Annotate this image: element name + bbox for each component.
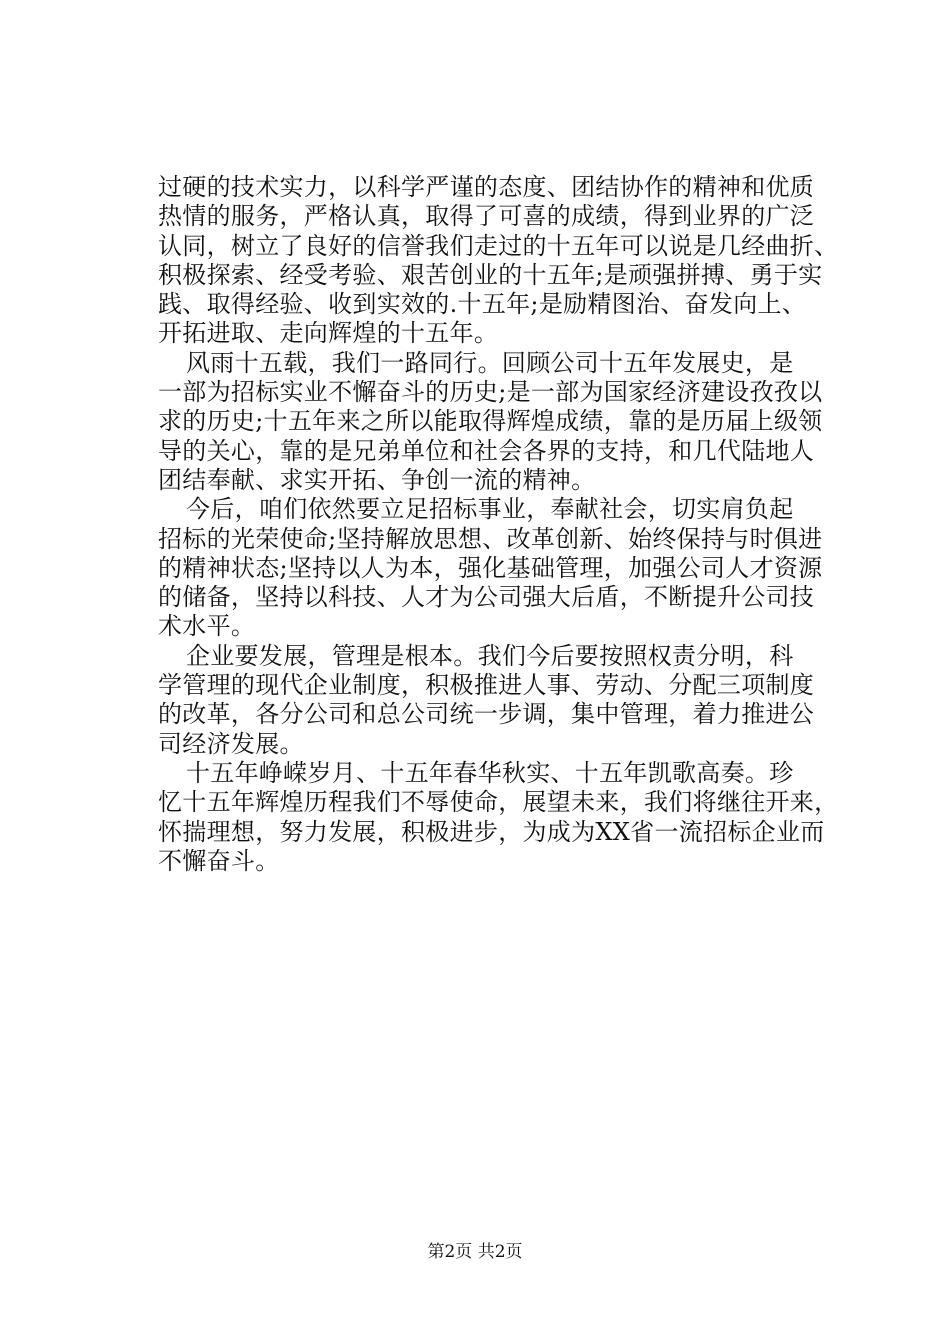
text-line: 团结奉献、求实开拓、争创一流的精神。 — [158, 465, 596, 494]
text-line: 导的关心，靠的是兄弟单位和社会各界的支持，和几代陆地人 — [158, 436, 815, 465]
text-line: 忆十五年辉煌历程我们不辱使命，展望未来，我们将继往开来， — [158, 788, 839, 817]
text-line: 的改革，各分公司和总公司统一步调，集中管理，着力推进公 — [158, 700, 815, 729]
text-line: 践、取得经验、收到实效的.十五年;是励精图治、奋发向上、 — [158, 290, 807, 319]
text-line: 热情的服务，严格认真，取得了可喜的成绩，得到业界的广泛 — [158, 202, 815, 231]
text-line: 的储备，坚持以科技、人才为公司强大后盾，不断提升公司技 — [158, 583, 815, 612]
text-line: 积极探索、经受考验、艰苦创业的十五年;是顽强拼搏、勇于实 — [158, 260, 823, 289]
text-line: 过硬的技术实力，以科学严谨的态度、团结协作的精神和优质 — [158, 173, 815, 201]
page-number-footer: 第2页 共2页 — [427, 1242, 523, 1262]
document-body — [158, 173, 838, 876]
text-line: 术水平。 — [158, 612, 256, 641]
text-line: 的精神状态;坚持以人为本，强化基础管理，加强公司人才资源 — [158, 553, 823, 582]
paragraph-start-line: 十五年峥嵘岁月、十五年春华秋实、十五年凯歌高奏。珍 — [186, 758, 794, 787]
text-line: 认同，树立了良好的信誉我们走过的十五年可以说是几经曲折、 — [158, 231, 839, 260]
text-line: 怀揣理想，努力发展，积极进步，为成为XX省一流招标企业而 — [158, 817, 825, 846]
text-line: 司经济发展。 — [158, 729, 304, 758]
text-line: 开拓进取、走向辉煌的十五年。 — [158, 319, 499, 348]
paragraph-start-line: 企业要发展，管理是根本。我们今后要按照权责分明，科 — [186, 641, 794, 670]
text-line: 学管理的现代企业制度，积极推进人事、劳动、分配三项制度 — [158, 671, 815, 700]
text-line: 求的历史;十五年来之所以能取得辉煌成绩，靠的是历届上级领 — [158, 407, 823, 436]
paragraph-start-line: 今后，咱们依然要立足招标事业，奉献社会，切实肩负起 — [186, 495, 794, 524]
text-line: 一部为招标实业不懈奋斗的历史;是一部为国家经济建设孜孜以 — [158, 378, 823, 407]
paragraph-start-line: 风雨十五载，我们一路同行。回顾公司十五年发展史，是 — [186, 348, 794, 377]
text-line: 招标的光荣使命;坚持解放思想、改革创新、始终保持与时俱进 — [158, 524, 823, 553]
text-line: 不懈奋斗。 — [158, 846, 280, 875]
